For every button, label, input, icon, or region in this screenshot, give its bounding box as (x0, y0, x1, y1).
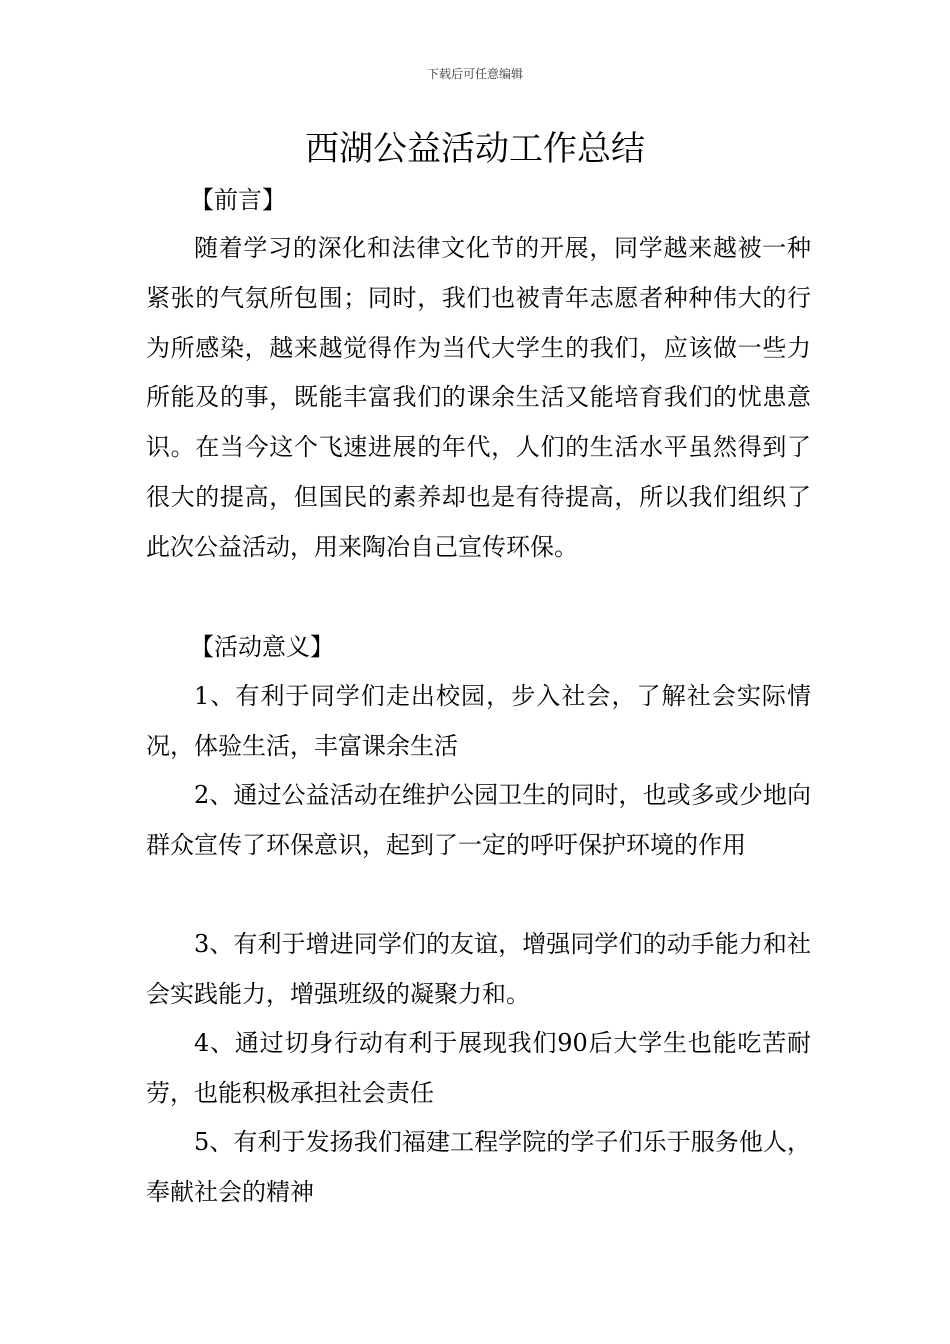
significance-item-5: 5、有利于发扬我们福建工程学院的学子们乐于服务他人，奉献社会的精神 (146, 1128, 811, 1206)
header-note: 下载后可任意编辑 (426, 67, 523, 81)
significance-item-3: 3、有利于增进同学们的友谊，增强同学们的动手能力和社会实践能力，增强班级的凝聚力和。 (146, 930, 811, 1008)
significance-item-4: 4、通过切身行动有利于展现我们90后大学生也能吃苦耐劳，也能积极承担社会责任 (146, 1029, 811, 1107)
significance-item-2: 2、通过公益活动在维护公园卫生的同时，也或多或少地向群众宣传了环保意识，起到了一定的呼吁保护环境的作用 (146, 781, 811, 859)
paragraph-preface: 随着学习的深化和法律文化节的开展，同学越来越被一种紧张的气氛所包围；同时，我们也被青年志愿者种种伟大的行为所感染，越来越觉得作为当代大学生的我们，应该做一些力所能及的事，既能丰富我们的课余生活又能培育我们的忧患意识。在当今这个飞速进展的年代，人们的生活水平虽然得到了很大的提高，但国民的素养却也是有待提高，所以我们组织了此次公益活动，用来陶冶自己宣传环保。 (146, 234, 811, 561)
section-heading-preface: 【前言】 (190, 186, 286, 214)
document-title: 西湖公益活动工作总结 (305, 129, 645, 169)
significance-item-1: 1、有利于同学们走出校园，步入社会，了解社会实际情况，体验生活，丰富课余生活 (146, 682, 811, 760)
section-heading-significance: 【活动意义】 (190, 633, 334, 661)
